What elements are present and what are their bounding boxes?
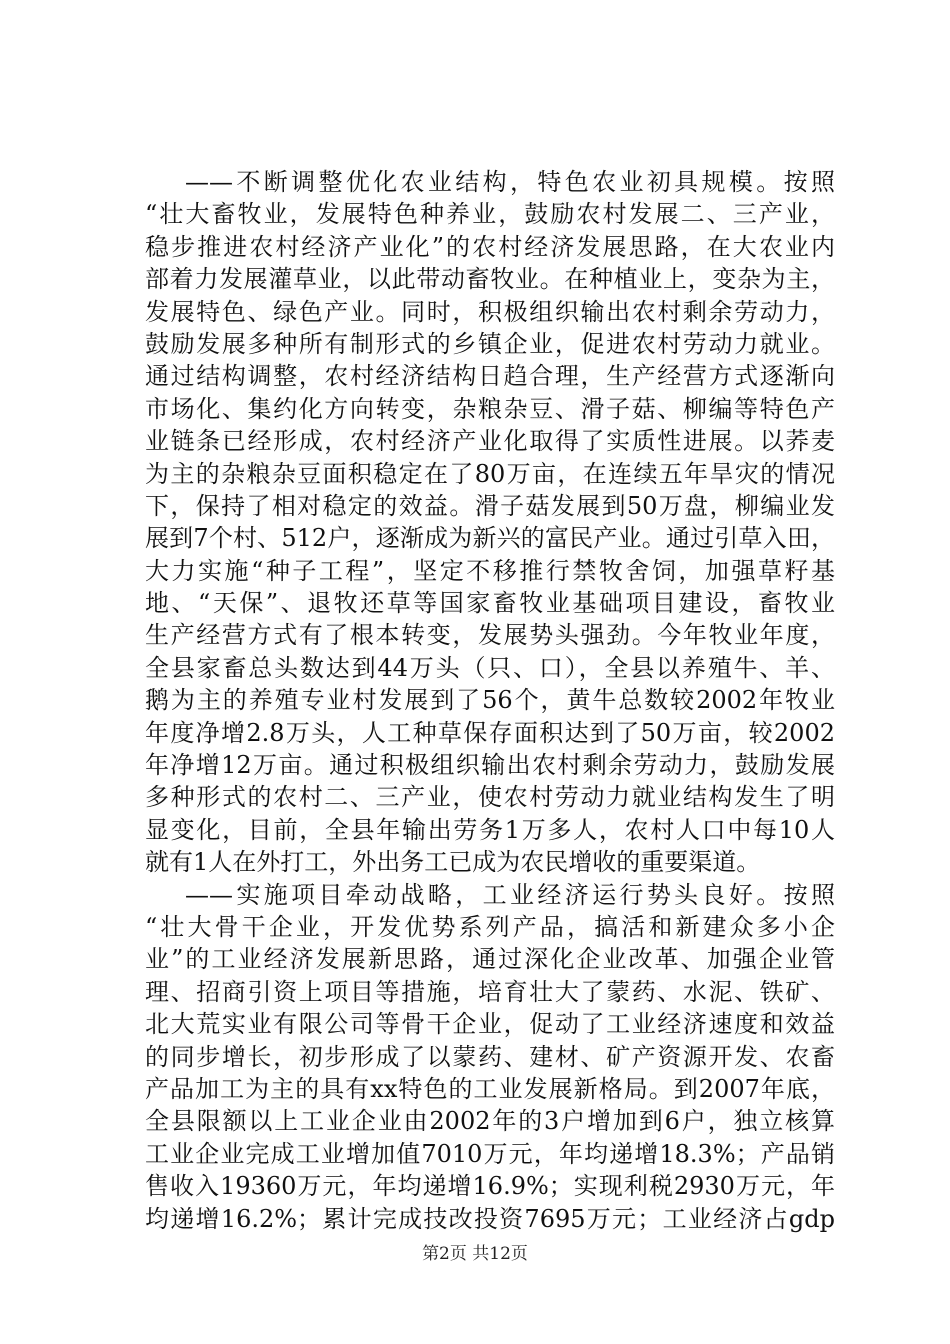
paragraph-line: 稳步推进农村经济产业化”的农村经济发展思路，在大农业内 — [145, 232, 835, 261]
body-text — [145, 166, 835, 1235]
paragraph-line: 发展特色、绿色产业。同时，积极组织输出农村剩余劳动力， — [145, 297, 835, 326]
paragraph-line: 生产经营方式有了根本转变，发展势头强劲。今年牧业年度， — [145, 621, 835, 650]
page-footer: 第2页 共12页 — [422, 1244, 528, 1264]
paragraph-line: 部着力发展灌草业，以此带动畜牧业。在种植业上，变杂为主， — [145, 265, 835, 294]
paragraph-line: 下，保持了相对稳定的效益。滑子菇发展到50万盘，柳编业发 — [145, 491, 835, 520]
paragraph-line: 通过结构调整，农村经济结构日趋合理，生产经营方式逐渐向 — [145, 362, 835, 391]
paragraph-line: 售收入19360万元，年均递增16.9%；实现利税2930万元，年 — [145, 1172, 835, 1201]
paragraph-line: 业链条已经形成，农村经济产业化取得了实质性进展。以荞麦 — [145, 427, 835, 456]
paragraph-line: 产品加工为主的具有xx特色的工业发展新格局。到2007年底， — [145, 1074, 835, 1103]
paragraph-line: 多种形式的农村二、三产业，使农村劳动力就业结构发生了明 — [145, 783, 835, 812]
paragraph-line: 鹅为主的养殖专业村发展到了56个，黄牛总数较2002年牧业 — [145, 686, 835, 715]
paragraph-line: 的同步增长，初步形成了以蒙药、建材、矿产资源开发、农畜 — [145, 1042, 835, 1071]
paragraph-line: 年度净增2.8万头，人工种草保存面积达到了50万亩，较2002 — [145, 718, 835, 747]
paragraph-line: “壮大畜牧业，发展特色种养业，鼓励农村发展二、三产业， — [145, 200, 835, 229]
paragraph-line: 全县家畜总头数达到44万头（只、口），全县以养殖牛、羊、 — [145, 653, 835, 682]
paragraph-line: 地、“天保”、退牧还草等国家畜牧业基础项目建设，畜牧业 — [145, 589, 835, 618]
paragraph-line: 均递增16.2%；累计完成技改投资7695万元；工业经济占gdp — [145, 1204, 835, 1233]
paragraph-line: 业”的工业经济发展新思路，通过深化企业改革、加强企业管 — [145, 945, 835, 974]
paragraph-line: ——实施项目牵动战略，工业经济运行势头良好。按照 — [185, 880, 835, 909]
paragraph-line: 大力实施“种子工程”，坚定不移推行禁牧舍饲，加强草籽基 — [145, 556, 835, 585]
paragraph-line: ——不断调整优化农业结构，特色农业初具规模。按照 — [185, 168, 835, 196]
paragraph-line: 北大荒实业有限公司等骨干企业，促动了工业经济速度和效益 — [145, 1010, 835, 1039]
paragraph-line: 市场化、集约化方向转变，杂粮杂豆、滑子菇、柳编等特色产 — [145, 394, 835, 423]
paragraph-line: 展到7个村、512户，逐渐成为新兴的富民产业。通过引草入田， — [145, 524, 835, 553]
paragraph-line: 为主的杂粮杂豆面积稳定在了80万亩，在连续五年旱灾的情况 — [145, 459, 835, 488]
paragraph-line: 理、招商引资上项目等措施，培育壮大了蒙药、水泥、铁矿、 — [145, 977, 835, 1006]
paragraph-line: 就有1人在外打工，外出务工已成为农民增收的重要渠道。 — [145, 848, 761, 877]
paragraph-line: 鼓励发展多种所有制形式的乡镇企业，促进农村劳动力就业。 — [145, 329, 835, 358]
paragraph-line: 显变化，目前，全县年输出劳务1万多人，农村人口中每10人 — [145, 815, 835, 844]
paragraph-line: “壮大骨干企业，开发优势系列产品，搞活和新建众多小企 — [145, 912, 835, 941]
paragraph-line: 工业企业完成工业增加值7010万元，年均递增18.3%；产品销 — [145, 1139, 835, 1168]
paragraph-line: 全县限额以上工业企业由2002年的3户增加到6户，独立核算 — [145, 1107, 835, 1136]
paragraph-line: 年净增12万亩。通过积极组织输出农村剩余劳动力，鼓励发展 — [145, 751, 835, 780]
